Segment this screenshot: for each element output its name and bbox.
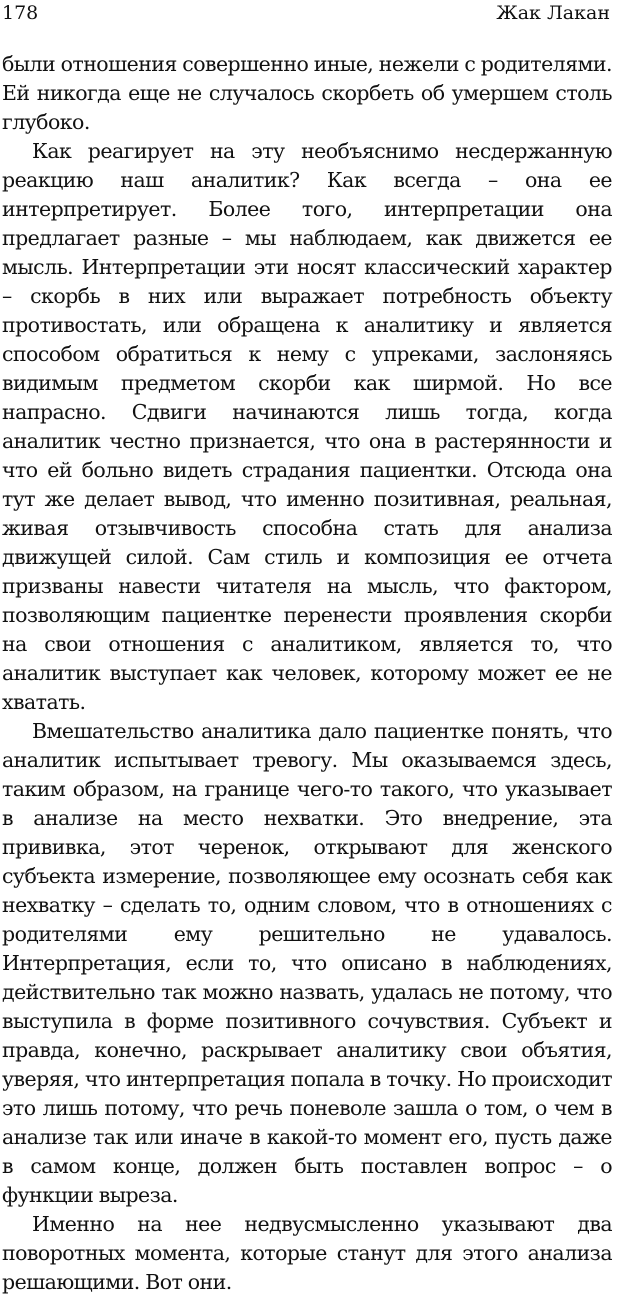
paragraph-2: Как реагирует на эту необъяснимо несдержанную реакцию наш аналитик? Как всегда – она ее интерпретирует. Более того, интерпретации она предлагает разные – мы наблюдаем, как движется ее мысль. Интерпретации эти носят классический характер – скорбь в них или выражает потребность объекту противостать, или обращена к аналитику и является способом обратиться к нему с упреками, заслоняясь видимым предметом скорби как ширмой. Но все напрасно. Сдвиги начинаются лишь тогда, когда аналитик честно признается, что она в растерянности и что ей больно видеть страдания пациентки. Отсюда она тут же делает вывод, что именно позитивная, реальная, живая отзывчивость способна стать для анализа движущей силой. Сам стиль и композиция ее отчета призваны навести читателя на мысль, что фактором, позволяющим пациентке перенести проявления скорби на свои отношения с аналитиком, является то, что аналитик выступает как человек, которому может ее не хватать.	[2, 139, 612, 714]
page-number: 178	[2, 2, 39, 24]
body-text	[2, 50, 612, 1297]
paragraph-1: были отношения совершенно иные, нежели с родителями. Ей никогда еще не случалось скорбеть об умершем столь глубоко.	[2, 52, 613, 134]
paragraph-4: Именно на нее недвусмысленно указывают два поворотных момента, которые станут для этого анализа решающими. Вот они.	[2, 1212, 612, 1294]
running-head	[0, 0, 610, 30]
running-title: Жак Лакан	[496, 2, 610, 24]
paragraph-3: Вмешательство аналитика дало пациентке понять, что аналитик испытывает тревогу. Мы оказываемся здесь, таким образом, на границе чего-то такого, что указывает в анализе на место нехватки. Это внедрение, эта прививка, этот черенок, открывают для женского субъекта измерение, позволяющее ему осознать себя как нехватку – сделать то, одним словом, что в отношениях с родителями ему решительно не удавалось. Интерпретация, если то, что описано в наблюдениях, действительно так можно назвать, удалась не потому, что выступила в форме позитивного сочувствия. Субъект и правда, конечно, раскрывает аналитику свои объятия, уверяя, что интерпретация попала в точку. Но происходит это лишь потому, что речь поневоле зашла о том, о чем в анализе так или иначе в какой-то момент его, пусть даже в самом конце, должен быть поставлен вопрос – о функции выреза.	[2, 719, 612, 1207]
